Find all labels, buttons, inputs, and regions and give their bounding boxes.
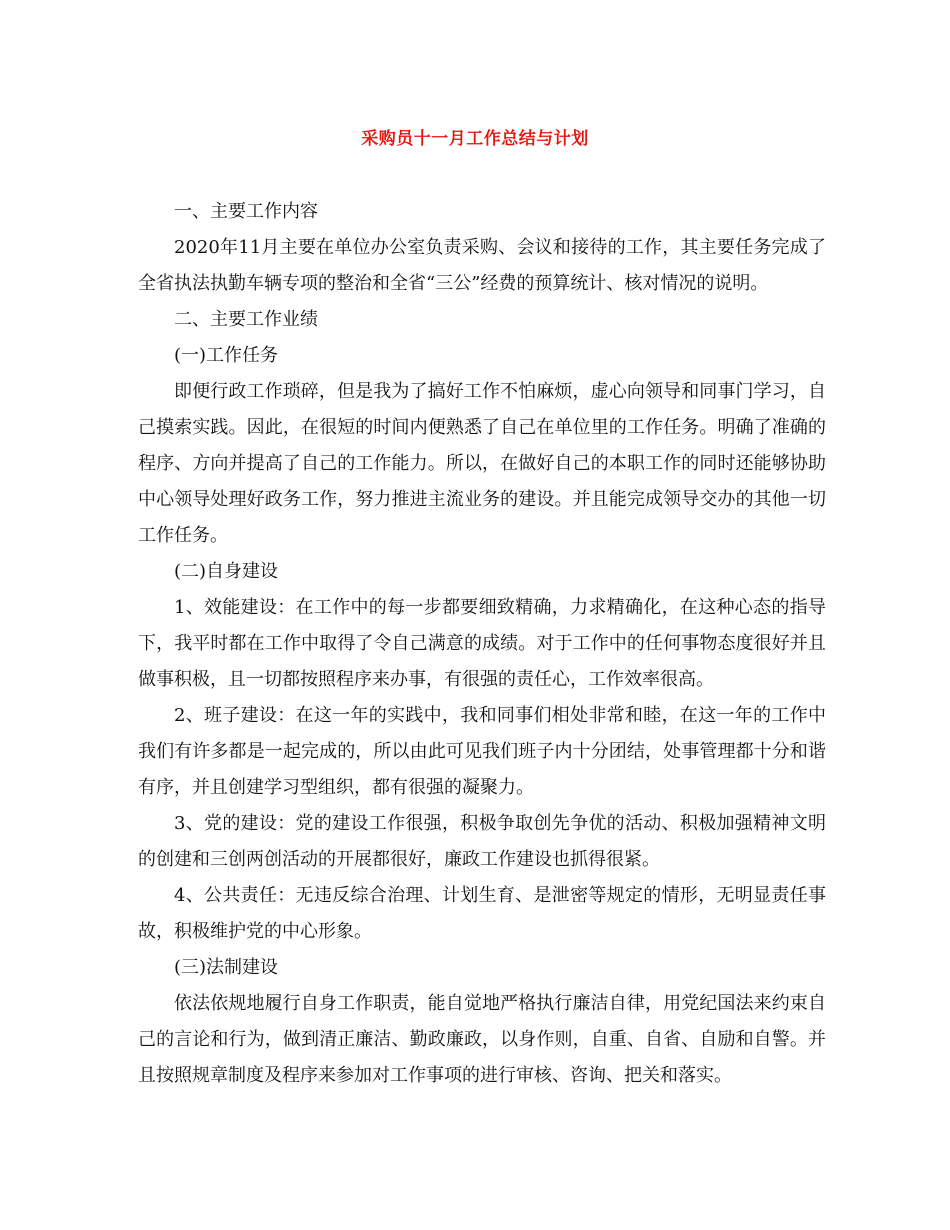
- paragraph-main-content: 2020年11月主要在单位办公室负责采购、会议和接待的工作，其主要任务完成了全省执法执勤车辆专项的整治和全省“三公”经费的预算统计、核对情况的说明。: [138, 237, 826, 294]
- document-body: [138, 194, 826, 1094]
- paragraph-legal-building: 依法依规地履行自身工作职责，能自觉地严格执行廉洁自律，用党纪国法来约束自己的言论和行为，做到清正廉洁、勤政廉政，以身作则，自重、自省、自励和自警。并且按照规章制度及程序来参加对工作事项的进行审核、咨询、把关和落实。: [138, 993, 826, 1086]
- paragraph-party-building: 3、党的建设：党的建设工作很强，积极争取创先争优的活动、积极加强精神文明的创建和三创两创活动的开展都很好，廉政工作建设也抓得很紧。: [138, 813, 826, 870]
- paragraph-work-tasks: 即便行政工作琐碎，但是我为了搞好工作不怕麻烦，虚心向领导和同事门学习，自己摸索实践。因此，在很短的时间内便熟悉了自己在单位里的工作任务。明确了准确的程序、方向并提高了自己的工作能力。所以，在做好自己的本职工作的同时还能够协助中心领导处理好政务工作，努力推进主流业务的建设。并且能完成领导交办的其他一切工作任务。: [138, 381, 826, 546]
- paragraph-public-responsibility: 4、公共责任：无违反综合治理、计划生育、是泄密等规定的情形，无明显责任事故，积极维护党的中心形象。: [138, 885, 826, 942]
- subheading-legal-building: (三)法制建设: [174, 957, 279, 978]
- paragraph-team-building: 2、班子建设：在这一年的实践中，我和同事们相处非常和睦，在这一年的工作中我们有许多都是一起完成的，所以由此可见我们班子内十分团结，处事管理都十分和谐有序，并且创建学习型组织，都有很强的凝聚力。: [138, 705, 826, 798]
- paragraph-efficiency-building: 1、效能建设：在工作中的每一步都要细致精确，力求精确化，在这种心态的指导下，我平时都在工作中取得了令自己满意的成绩。对于工作中的任何事物态度很好并且做事积极，且一切都按照程序来办事，有很强的责任心，工作效率很高。: [138, 597, 826, 690]
- subheading-work-tasks: (一)工作任务: [174, 345, 279, 366]
- heading-main-achievements: 二、主要工作业绩: [174, 309, 318, 330]
- heading-main-content: 一、主要工作内容: [174, 201, 318, 222]
- document-title: 采购员十一月工作总结与计划: [361, 129, 589, 149]
- subheading-self-building: (二)自身建设: [174, 561, 279, 582]
